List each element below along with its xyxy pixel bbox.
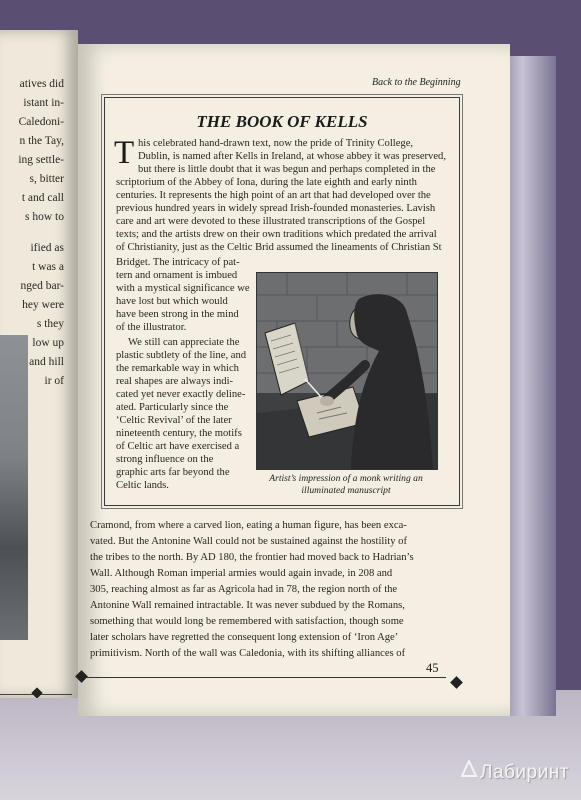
box-text-line: Celtic lands. <box>116 480 169 491</box>
left-page-line: s they <box>36 318 64 330</box>
body-text-line: Wall. Although Roman imperial armies would again invade, in 208 and <box>90 568 393 579</box>
box-text-line: plastic subtlety of the line, and <box>116 350 247 361</box>
body-text-line: 305, reaching almost as far as Agricola had in 78, the region north of the <box>90 584 398 595</box>
body-text-line: primitivism. North of the wall was Caledonia, with its shifting alliances of <box>90 648 406 659</box>
box-text-line: ‘Celtic Revival’ of the later <box>116 415 232 426</box>
box-text-line: centuries. It represents the high point of an art that had developed over the <box>116 190 431 201</box>
caption-line: Artist’s impression of a monk writing an <box>269 473 423 484</box>
running-head: Back to the Beginning <box>372 77 461 88</box>
box-text-line: ated. Particularly since the <box>116 402 229 413</box>
box-text-line: his celebrated hand-drawn text, now the pride of Trinity College, <box>138 138 414 149</box>
box-text-line: have been strong in the mind <box>116 309 239 320</box>
left-page-line: s, bitter <box>29 173 64 185</box>
box-text-line: graphic arts far beyond the <box>116 467 230 478</box>
left-page-line: low up <box>32 337 64 349</box>
left-page-line: t was a <box>32 261 64 273</box>
box-text-line: scriptorium of the Abbey of Iona, during the late eighth and early ninth <box>116 177 417 188</box>
left-page-line: and hill <box>29 356 64 368</box>
box-text-line: cated yet never exactly deline- <box>116 389 246 400</box>
box-text-line: texts; and the artists drew on their own traditions which predated the arrival <box>116 229 437 240</box>
left-page-line: s how to <box>25 211 64 223</box>
body-text-line: the tribes to the north. By AD 180, the frontier had moved back to Hadrian’s <box>90 552 414 563</box>
box-text-line: Dublin, is named after Kells in Ireland, at whose abbey it was preserved, <box>138 151 447 162</box>
body-text-line: Cramond, from where a carved lion, eating a human figure, has been exca- <box>90 520 407 531</box>
page-number: 45 <box>426 661 439 675</box>
left-page-line: hey were <box>22 299 64 311</box>
box-text-line: care and art were devoted to these illustrated transcriptions of the Gospel <box>116 216 426 227</box>
box-text-line: nineteenth century, the motifs <box>116 428 242 439</box>
box-text-line: but there is little doubt that it was begun and perhaps completed in the <box>138 164 436 175</box>
monk-drawing <box>257 273 437 469</box>
labirint-logo-icon <box>460 760 478 778</box>
body-text-line: later scholars have regretted the consequent long extension of ‘Iron Age’ <box>90 632 399 643</box>
box-text-line: real shapes are always indi- <box>116 376 234 387</box>
box-text-line: of Christianity, just as the Celtic Brid assumed the lineaments of Christian St <box>116 242 442 253</box>
body-text-line: Antonine Wall remained intractable. It was never subdued by the Romans, <box>90 600 405 611</box>
box-text-line: the remarkable way in which <box>116 363 239 374</box>
box-text-line: of Celtic art have exercised a <box>116 441 240 452</box>
box-text-line: with a mystical significance we <box>116 283 250 294</box>
illustration-caption <box>256 473 436 497</box>
box-text-line: Bridget. The intricacy of pat- <box>116 257 240 268</box>
box-text-line: have lost but which would <box>116 296 228 307</box>
box-title: THE BOOK OF KELLS <box>196 112 368 131</box>
left-page-line: t and call <box>21 192 64 204</box>
monk-illustration <box>256 272 438 470</box>
left-page-line: Caledoni- <box>18 116 64 128</box>
left-page-line: ing settle- <box>18 154 64 166</box>
footer-rule <box>86 677 446 678</box>
box-text-line: previous hundred years in widely spread Irish-founded monasteries. Lavish <box>116 203 436 214</box>
left-page-photo <box>0 335 28 640</box>
left-page-line: ified as <box>30 242 64 254</box>
box-text-line: tern and ornament is imbued <box>116 270 238 281</box>
diamond-ornament-icon <box>31 687 42 698</box>
watermark: Лабиринт <box>480 762 569 783</box>
left-page-line: atives did <box>19 78 64 90</box>
body-text-line: something that would long be remembered with satisfaction, though some <box>90 616 404 627</box>
box-text-line: strong influence on the <box>116 454 214 465</box>
caption-line: illuminated manuscript <box>301 485 391 496</box>
left-page <box>0 30 78 698</box>
box-text-line: We still can appreciate the <box>128 337 240 348</box>
drop-cap: T <box>114 135 135 171</box>
left-page-line: istant in- <box>23 97 64 109</box>
left-page-line: n the Tay, <box>19 135 64 147</box>
left-page-line: ir of <box>44 375 64 387</box>
left-page-line: nged bar- <box>20 280 64 292</box>
box-text-line: of the illustrator. <box>116 322 187 333</box>
body-text-line: vated. But the Antonine Wall could not be sustained against the hostility of <box>90 536 408 547</box>
